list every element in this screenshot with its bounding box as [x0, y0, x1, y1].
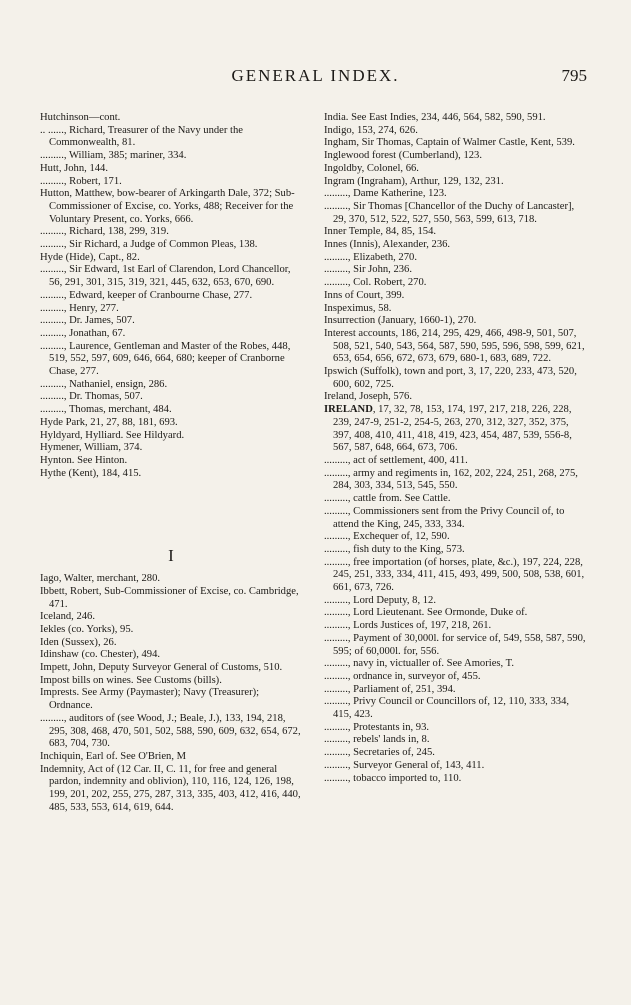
- index-entry: ........., William, 385; mariner, 334.: [40, 150, 187, 162]
- index-entry: ........., act of settlement, 400, 411.: [324, 454, 468, 466]
- index-entry: ........., Sir Edward, 1st Earl of Clarendon, Lord Chancellor, 56, 291, 301, 315, 319, 321, 445, 632, 653, 670, 690.: [40, 264, 291, 289]
- index-entry: Indigo, 153, 274, 626.: [324, 124, 418, 136]
- index-entry: ........., fish duty to the King, 573.: [324, 543, 465, 555]
- index-entry: Hutton, Matthew, bow-bearer of Arkingarth Dale, 372; Sub-Commissioner of Excise, co. Yorks, 488; Receiver for the Voluntary Present, co. Yorks, 666.: [40, 188, 295, 225]
- index-entry: ........., Lords Justices of, 197, 218, 261.: [324, 620, 492, 632]
- index-entry: Impost bills on wines. See Customs (bills).: [40, 674, 222, 686]
- index-entry: ........., Dr. James, 507.: [40, 315, 135, 327]
- right-entries-after-ireland: [324, 455, 586, 785]
- index-entry: Hythe (Kent), 184, 415.: [40, 467, 142, 479]
- index-entry: Hyldyard, Hylliard. See Hildyard.: [40, 429, 185, 441]
- right-entries: [324, 112, 586, 404]
- index-entry: ........., Thomas, merchant, 484.: [40, 404, 172, 416]
- index-entry: Iceland, 246.: [40, 611, 96, 623]
- index-entry: Hyde Park, 21, 27, 88, 181, 693.: [40, 416, 178, 428]
- index-entry: Ingoldby, Colonel, 66.: [324, 162, 419, 174]
- index-entry: ........., Sir Thomas [Chancellor of the Duchy of Lancaster], 29, 370, 512, 522, 527, 550, 563, 599, 613, 718.: [324, 200, 575, 225]
- section-gap: [40, 480, 302, 550]
- index-entry: ........., auditors of (see Wood, J.; Beale, J.), 133, 194, 218, 295, 308, 468, 470, 501, 502, 588, 590, 609, 632, 654, 672, 683, 704, 730.: [40, 712, 301, 750]
- index-entry: Insurrection (January, 1660-1), 270.: [324, 315, 477, 327]
- index-entry: ........., Nathaniel, ensign, 286.: [40, 378, 168, 390]
- index-entry: Innes (Innis), Alexander, 236.: [324, 239, 451, 251]
- running-title: GENERAL INDEX.: [231, 66, 400, 85]
- index-entry: ........., Laurence, Gentleman and Master of the Robes, 448, 519, 552, 597, 609, 646, 664, 680; keeper of Cranborne Chase, 277.: [40, 340, 291, 378]
- index-entry: ........., rebels' lands in, 8.: [324, 734, 430, 746]
- index-entry: Indemnity, Act of (12 Car. II, C. 11, for free and general pardon, indemnity and oblivion), 110, 116, 124, 126, 198, 199, 201, 202, 255, 275, 287, 313, 335, 403, 412, 416, 440, 485, 533, 553, 614, 619, 644.: [40, 763, 301, 813]
- index-entry: ........., Parliament of, 251, 394.: [324, 683, 456, 695]
- index-entry: ........., Lord Lieutenant. See Ormonde, Duke of.: [324, 607, 528, 619]
- index-entry: Hutchinson—cont.: [40, 112, 121, 123]
- index-entry: ........., Richard, 138, 299, 319.: [40, 226, 169, 238]
- index-entry: Hymener, William, 374.: [40, 442, 143, 454]
- index-entry: Hyde (Hide), Capt., 82.: [40, 251, 140, 263]
- index-entry: ........., army and regiments in, 162, 202, 224, 251, 268, 275, 284, 303, 334, 513, 545, 550.: [324, 467, 578, 492]
- left-entries-after-letter: [40, 573, 302, 814]
- left-entries: [40, 112, 302, 480]
- index-entry: ........., free importation (of horses, plate, &c.), 197, 224, 228, 245, 251, 333, 334, 411, 415, 493, 499, 500, 508, 538, 601, 661, 673, 726.: [324, 556, 585, 594]
- index-entry: ........., Secretaries of, 245.: [324, 747, 435, 759]
- ireland-text: , 17, 32, 78, 153, 174, 197, 217, 218, 226, 228, 239, 247-9, 251-2, 254-5, 263, 270, 312, 327, 352, 375, 397, 408, 410, 411, 418, 419, 423, 454, 487, 539, 556-8, 567, 587, 648, 664, 673, 706.: [333, 404, 572, 454]
- index-entry: Impett, John, Deputy Surveyor General of Customs, 510.: [40, 662, 283, 674]
- left-column: [40, 112, 302, 814]
- index-entry: Ingram (Ingraham), Arthur, 129, 132, 231.: [324, 175, 504, 187]
- ireland-heading: IRELAND: [324, 404, 373, 416]
- index-entry: ........., Dame Katherine, 123.: [324, 188, 447, 200]
- index-entry: ........., Sir Richard, a Judge of Common Pleas, 138.: [40, 239, 258, 251]
- index-entry: Inner Temple, 84, 85, 154.: [324, 226, 437, 238]
- index-entry: ........., Henry, 277.: [40, 302, 119, 314]
- index-entry: Iekles (co. Yorks), 95.: [40, 623, 134, 635]
- index-entry: Hynton. See Hinton.: [40, 454, 128, 466]
- index-entry: ........., Privy Council or Councillors of, 12, 110, 333, 334, 415, 423.: [324, 696, 570, 721]
- index-entry: Imprests. See Army (Paymaster); Navy (Treasurer); Ordnance.: [40, 687, 260, 712]
- section-letter: I: [168, 546, 174, 566]
- index-entry: ........., Col. Robert, 270.: [324, 277, 427, 289]
- index-entry: ........., Dr. Thomas, 507.: [40, 391, 143, 403]
- index-entry: ........., Elizabeth, 270.: [324, 251, 417, 263]
- page-number: 795: [561, 66, 587, 85]
- index-entry: ........., Edward, keeper of Cranbourne Chase, 277.: [40, 289, 253, 301]
- index-entry-ireland: [324, 404, 586, 455]
- index-entry: Inns of Court, 399.: [324, 289, 405, 301]
- index-entry: Ibbett, Robert, Sub-Commissioner of Excise, co. Cambridge, 471.: [40, 585, 299, 610]
- index-entry: Inglewood forest (Cumberland), 123.: [324, 150, 482, 162]
- index-entry: ........., Lord Deputy, 8, 12.: [324, 594, 437, 606]
- index-entry: Hutt, John, 144.: [40, 162, 108, 174]
- index-entry: Inchiquin, Earl of. See O'Brien, M: [40, 750, 187, 762]
- index-entry: Ipswich (Suffolk), town and port, 3, 17, 220, 233, 473, 520, 600, 602, 725.: [324, 366, 577, 390]
- index-entry: Iago, Walter, merchant, 280.: [40, 573, 161, 585]
- index-entry: ........., Surveyor General of, 143, 411.: [324, 759, 485, 771]
- index-entry: ........., Robert, 171.: [40, 175, 122, 187]
- index-entry: Iden (Sussex), 26.: [40, 636, 117, 648]
- index-entry: Ireland, Joseph, 576.: [324, 391, 412, 403]
- index-entry: ........., navy in, victualler of. See Amories, T.: [324, 658, 514, 670]
- index-entry: .. ......, Richard, Treasurer of the Navy under the Commonwealth, 81.: [40, 124, 243, 149]
- index-entry: ........., Sir John, 236.: [324, 264, 412, 276]
- index-entry: ........., Exchequer of, 12, 590.: [324, 531, 450, 543]
- index-entry: ........., tobacco imported to, 110.: [324, 772, 462, 784]
- index-entry: ........., Protestants in, 93.: [324, 721, 430, 733]
- index-entry: Idinshaw (co. Chester), 494.: [40, 649, 161, 661]
- index-entry: ........., cattle from. See Cattle.: [324, 493, 451, 505]
- index-entry: ........., Payment of 30,000l. for service of, 549, 558, 587, 590, 595; of 60,000l. for, 556.: [324, 632, 586, 657]
- index-entry: India. See East Indies, 234, 446, 564, 582, 590, 591.: [324, 112, 546, 123]
- index-entry: ........., ordnance in, surveyor of, 455.: [324, 670, 481, 682]
- index-entry: Ingham, Sir Thomas, Captain of Walmer Castle, Kent, 539.: [324, 137, 575, 149]
- page-header: [0, 66, 631, 90]
- index-entry: ........., Jonathan, 67.: [40, 327, 126, 339]
- index-entry: Interest accounts, 186, 214, 295, 429, 466, 498-9, 501, 507, 508, 521, 540, 543, 564, 587, 590, 595, 596, 598, 599, 621, 653, 654, 656, 672, 673, 679, 680-1, 683, 689, 722.: [324, 327, 585, 365]
- right-column: [324, 112, 586, 785]
- index-entry: Inspeximus, 58.: [324, 302, 392, 314]
- index-entry: ........., Commissioners sent from the Privy Council of, to attend the King, 245, 333, 334.: [324, 505, 565, 530]
